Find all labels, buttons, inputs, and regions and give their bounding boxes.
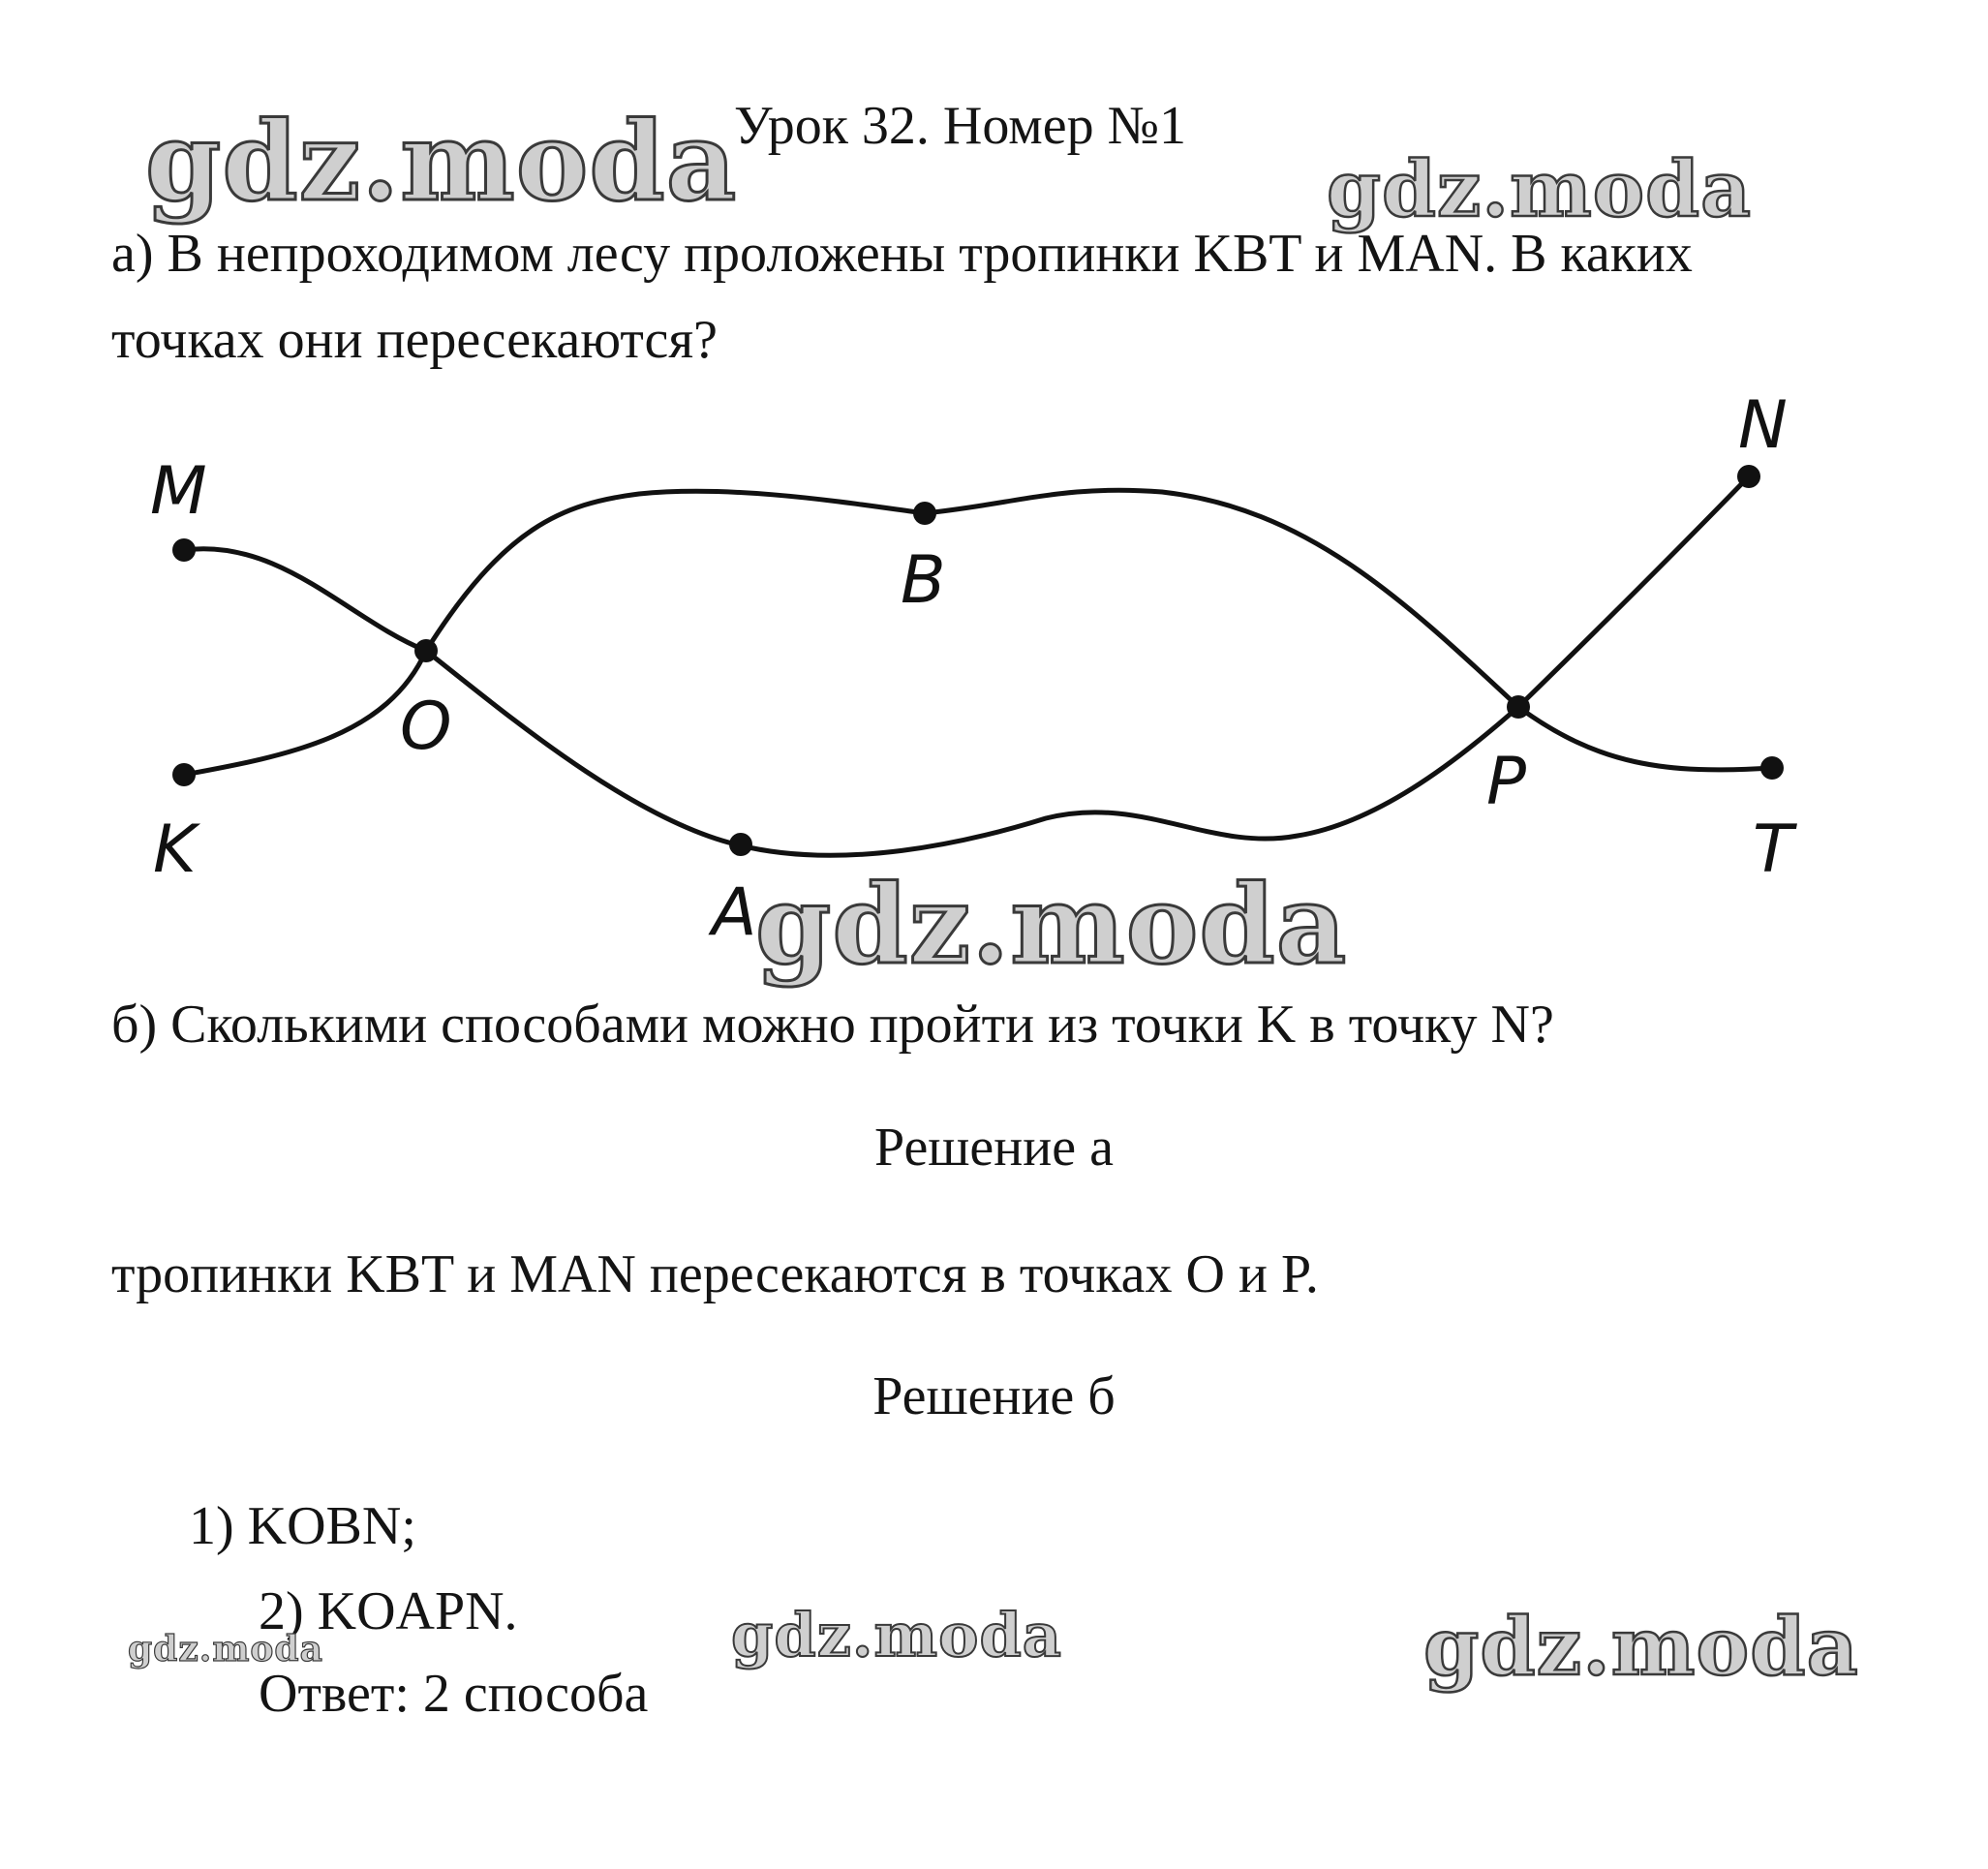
label-n: N [1738, 387, 1788, 464]
watermark: gdz.moda [128, 1629, 323, 1670]
solution-b-item2: 2) KOAPN. [259, 1581, 518, 1641]
solution-b-heading: Решение б [872, 1366, 1116, 1426]
point-b-dot [913, 502, 936, 525]
solution-b-answer: Ответ: 2 способа [259, 1664, 649, 1724]
point-p-dot [1507, 695, 1530, 719]
task-part-b: б) Сколькими способами можно пройти из точки K в точку N? [111, 995, 1554, 1055]
point-k-dot [172, 763, 196, 786]
solution-a-heading: Решение а [874, 1118, 1114, 1178]
watermark: gdz.moda [1423, 1601, 1859, 1694]
label-b: B [901, 542, 946, 619]
task-part-a-line2: точках они пересекаются? [111, 310, 719, 370]
label-t: T [1753, 812, 1793, 888]
point-t-dot [1760, 756, 1784, 780]
label-p: P [1486, 744, 1527, 820]
point-a-dot [729, 833, 752, 856]
label-m: M [150, 453, 207, 530]
task-part-a-line1: а) В непроходимом лесу проложены тропинки KBT и MAN. В каких [111, 224, 1693, 284]
point-n-dot [1737, 465, 1760, 488]
solution-a-text: тропинки KBT и MAN пересекаются в точках O и P. [111, 1244, 1319, 1304]
watermark: gdz.moda [1327, 143, 1752, 234]
watermark: gdz.moda [731, 1600, 1062, 1670]
point-m-dot [172, 538, 196, 562]
label-k: K [153, 812, 197, 888]
solution-b-item1: 1) KOBN; [189, 1496, 416, 1556]
label-o: O [400, 689, 452, 765]
watermark: gdz.moda [755, 862, 1348, 989]
label-a: A [712, 874, 757, 951]
watermark: gdz.moda [145, 99, 738, 226]
page-title: Урок 32. Номер №1 [734, 96, 1187, 156]
point-o-dot [414, 639, 438, 662]
